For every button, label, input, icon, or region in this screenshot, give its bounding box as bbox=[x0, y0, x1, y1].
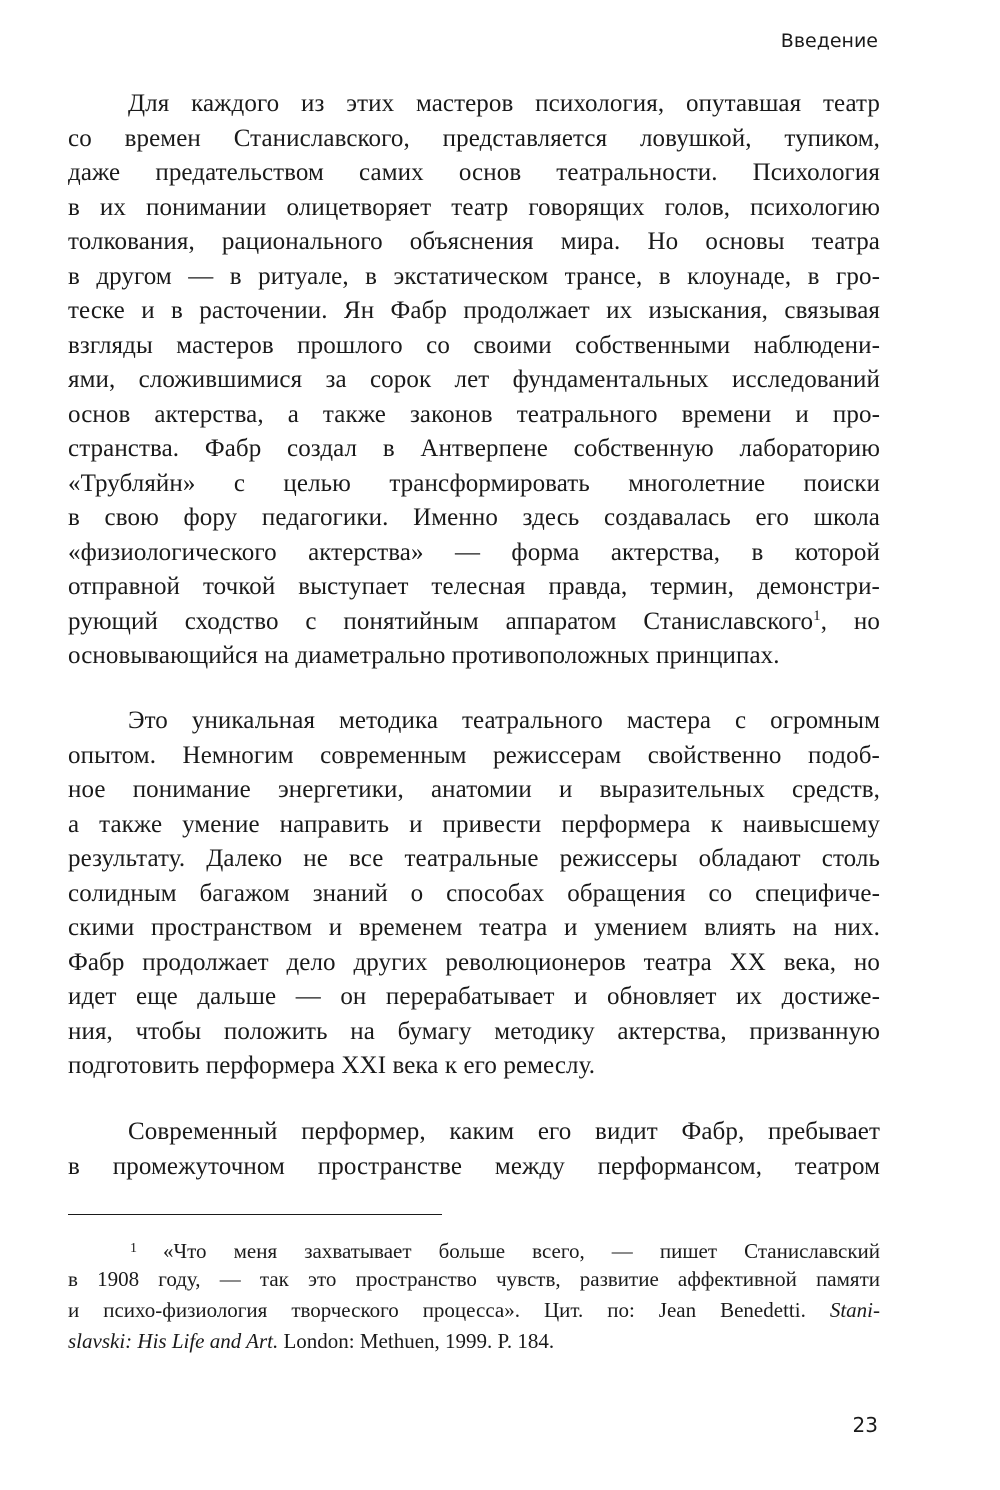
text-line: ния, чтобы положить на бумагу методику актерства, призванную bbox=[68, 1017, 880, 1045]
page-number: 23 bbox=[852, 1413, 878, 1437]
text-line: Это уникальная методика театрального мастера с огромным bbox=[128, 707, 880, 734]
paragraph-3 bbox=[68, 1115, 880, 1184]
text-line: отправной точкой выступает телесная правда, термин, демонстри- bbox=[68, 573, 880, 600]
text-line: Для каждого из этих мастеров психология, опутавшая театр bbox=[128, 90, 880, 117]
text-line-segment: рующий сходство с понятийным аппаратом Станиславского bbox=[68, 607, 814, 635]
footnote-book-title: slavski: His Life and Art. bbox=[68, 1329, 279, 1353]
text-line-with-footnote-ref bbox=[68, 605, 880, 640]
footnote-line bbox=[68, 1326, 880, 1357]
text-line: солидным багажом знаний о способах обращения со специфиче- bbox=[68, 879, 880, 907]
text-line: подготовить перформера XXI века к его ремеслу. bbox=[68, 1052, 596, 1079]
text-line: даже предательством самих основ театральности. Психология bbox=[68, 159, 880, 186]
text-line: ное понимание энергетики, анатомии и выразительных средств, bbox=[68, 776, 880, 803]
text-line: теске и в расточении. Ян Фабр продолжает их изыскания, связывая bbox=[68, 297, 880, 324]
text-line: Фабр продолжает дело других революционеров театра XX века, но bbox=[68, 948, 880, 976]
footnote-divider bbox=[68, 1214, 442, 1215]
footnote-line bbox=[68, 1233, 880, 1264]
footnote-text: и психо-физиология творческого процесса». Цит. по: Jean Benedetti. bbox=[68, 1298, 830, 1322]
paragraph-1 bbox=[68, 87, 880, 674]
text-line: основывающийся на диаметрально противоположных принципах. bbox=[68, 642, 780, 669]
text-line: основ актерства, а также законов театрального времени и про- bbox=[68, 400, 880, 428]
text-line: странства. Фабр создал в Антверпене собственную лабораторию bbox=[68, 435, 880, 462]
text-line: «физиологического актерства» — форма актерства, в которой bbox=[68, 538, 880, 566]
footnote bbox=[68, 1233, 880, 1357]
footnote-line bbox=[68, 1295, 880, 1326]
footnote-reference[interactable]: 1 bbox=[813, 607, 821, 624]
text-line: взгляды мастеров прошлого со своими собственными наблюдени- bbox=[68, 331, 880, 359]
footnote-text: «Что меня захватывает больше всего, — пишет Станиславский bbox=[163, 1239, 880, 1263]
text-line-segment: , но bbox=[820, 607, 881, 635]
text-line: толкования, рационального объяснения мира. Но основы театра bbox=[68, 228, 880, 255]
footnote-marker: 1 bbox=[130, 1241, 137, 1256]
text-line: Современный перформер, каким его видит Фабр, пребывает bbox=[128, 1118, 880, 1145]
text-line: в промежуточном пространстве между перформансом, театром bbox=[68, 1152, 880, 1180]
text-line: опытом. Немногим современным режиссерам свойственно подоб- bbox=[68, 741, 880, 769]
running-header: Введение bbox=[780, 30, 878, 52]
text-line: в свою фору педагогики. Именно здесь создавалась его школа bbox=[68, 504, 880, 531]
text-line: скими пространством и временем театра и умением влиять на них. bbox=[68, 914, 880, 941]
paragraph-2 bbox=[68, 704, 880, 1084]
text-line: со времен Станиславского, представляется ловушкой, тупиком, bbox=[68, 124, 880, 152]
text-line: в их понимании олицетворяет театр говорящих голов, психологию bbox=[68, 193, 880, 221]
footnote-text: London: Methuen, 1999. P. 184. bbox=[278, 1329, 555, 1353]
text-line: в другом — в ритуале, в экстатическом трансе, в клоунаде, в гро- bbox=[68, 262, 880, 290]
footnote-line: в 1908 году, — так это пространство чувств, развитие аффективной памяти bbox=[68, 1267, 880, 1291]
text-line: результату. Далеко не все театральные режиссеры обладают столь bbox=[68, 845, 880, 872]
text-line: «Трубляйн» с целью трансформировать многолетние поиски bbox=[68, 469, 880, 497]
text-line: а также умение направить и привести перформера к наивысшему bbox=[68, 810, 880, 838]
text-line: ями, сложившимися за сорок лет фундаментальных исследований bbox=[68, 366, 880, 393]
text-line: идет еще дальше — он перерабатывает и обновляет их достиже- bbox=[68, 983, 880, 1010]
footnote-book-title: Stani- bbox=[829, 1298, 880, 1322]
